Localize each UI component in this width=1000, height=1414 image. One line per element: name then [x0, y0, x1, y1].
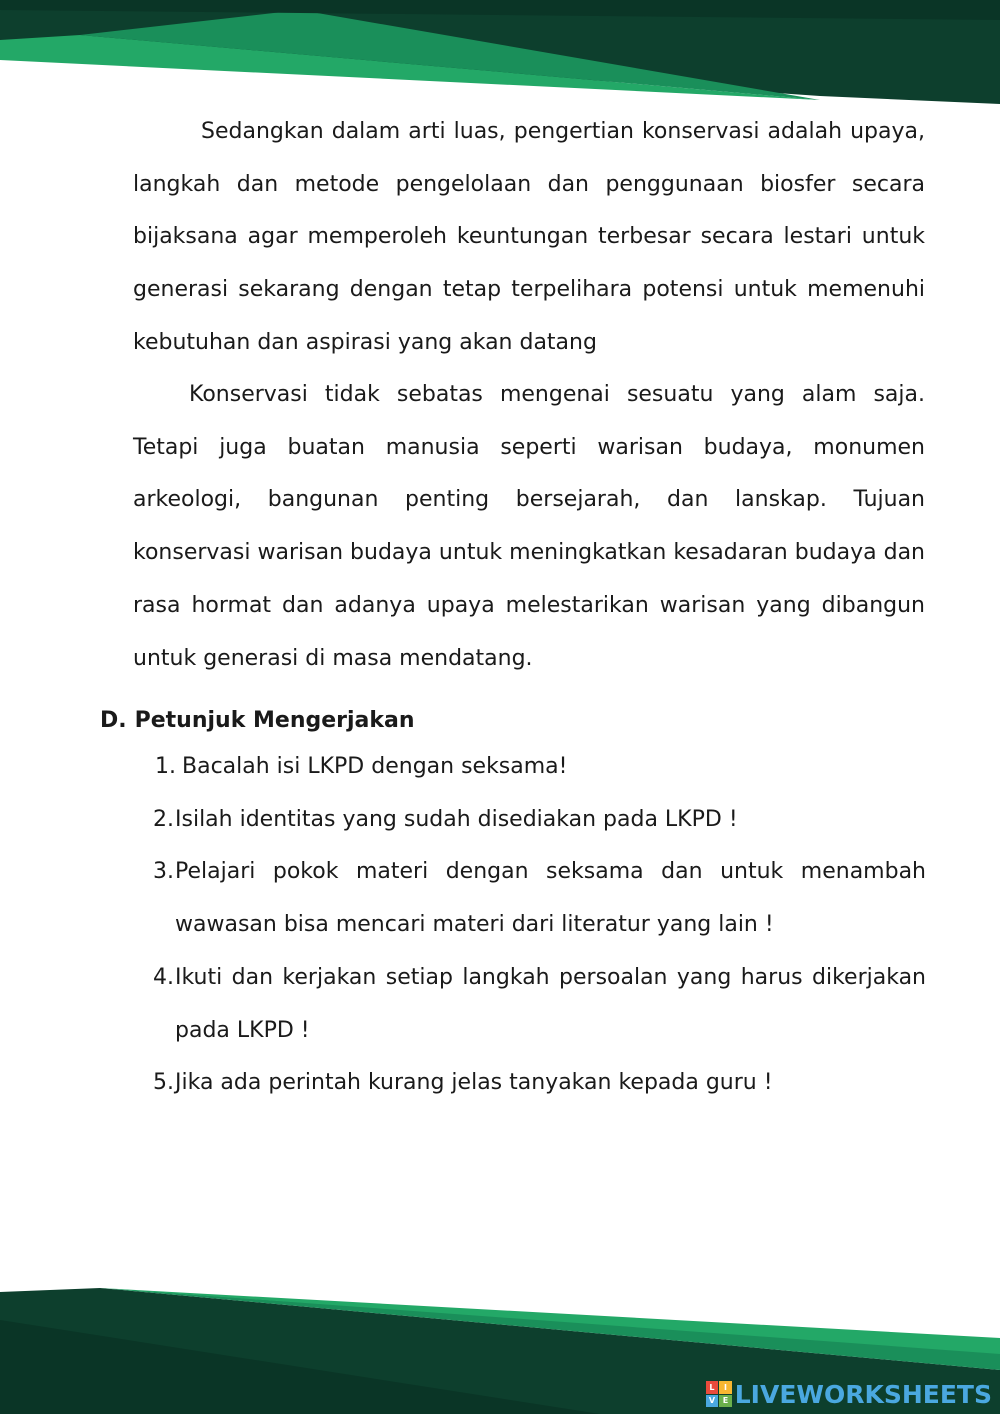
logo-letter: E: [719, 1395, 732, 1408]
liveworksheets-logo-icon: [706, 1381, 732, 1407]
list-item-text: Pelajari pokok materi dengan seksama dan untuk menambah wawasan bisa mencari materi dari literatur yang lain !: [175, 859, 926, 937]
list-item: [150, 1057, 926, 1110]
list-item-text: Jika ada perintah kurang jelas tanyakan kepada guru !: [175, 1070, 773, 1095]
paragraph-konservasi-luas: Sedangkan dalam arti luas, pengertian konservasi adalah upaya, langkah dan metode pengelolaan dan penggunaan biosfer secara bijaksana agar memperoleh keuntungan terbesar secara lestari untuk generasi sekarang dengan tetap terpelihara potensi untuk memenuhi kebutuhan dan aspirasi yang akan datang: [133, 119, 925, 355]
logo-letter: I: [719, 1381, 732, 1394]
list-item: [150, 794, 926, 847]
list-item-number: 2.: [153, 807, 174, 832]
list-item-number: 4.: [153, 965, 174, 990]
list-item-number: 3.: [153, 859, 174, 884]
liveworksheets-watermark: [706, 1378, 992, 1410]
list-item-text: Isilah identitas yang sudah disediakan pada LKPD !: [175, 807, 738, 832]
logo-letter: L: [706, 1381, 719, 1394]
paragraph-konservasi-budaya: Konservasi tidak sebatas mengenai sesuatu yang alam saja. Tetapi juga buatan manusia seperti warisan budaya, monumen arkeologi, bangunan penting bersejarah, dan lanskap. Tujuan konservasi warisan budaya untuk meningkatkan kesadaran budaya dan rasa hormat dan adanya upaya melestarikan warisan yang dibangun untuk generasi di masa mendatang.: [133, 382, 925, 671]
list-item-text: Ikuti dan kerjakan setiap langkah persoalan yang harus dikerjakan pada LKPD !: [175, 965, 926, 1043]
section-heading: [100, 703, 415, 739]
list-item-text: Bacalah isi LKPD dengan seksama!: [182, 754, 568, 779]
logo-letter: V: [706, 1395, 719, 1408]
header-decoration: [0, 0, 1000, 110]
list-item: [150, 741, 926, 794]
section-letter: D.: [100, 708, 127, 733]
list-item-number: 1.: [155, 754, 176, 779]
list-item: [150, 952, 926, 1057]
list-item-number: 5.: [153, 1070, 174, 1095]
section-title-text: Petunjuk Mengerjakan: [134, 708, 415, 733]
list-item: [150, 846, 926, 951]
watermark-text: LIVEWORKSHEETS: [734, 1379, 992, 1409]
